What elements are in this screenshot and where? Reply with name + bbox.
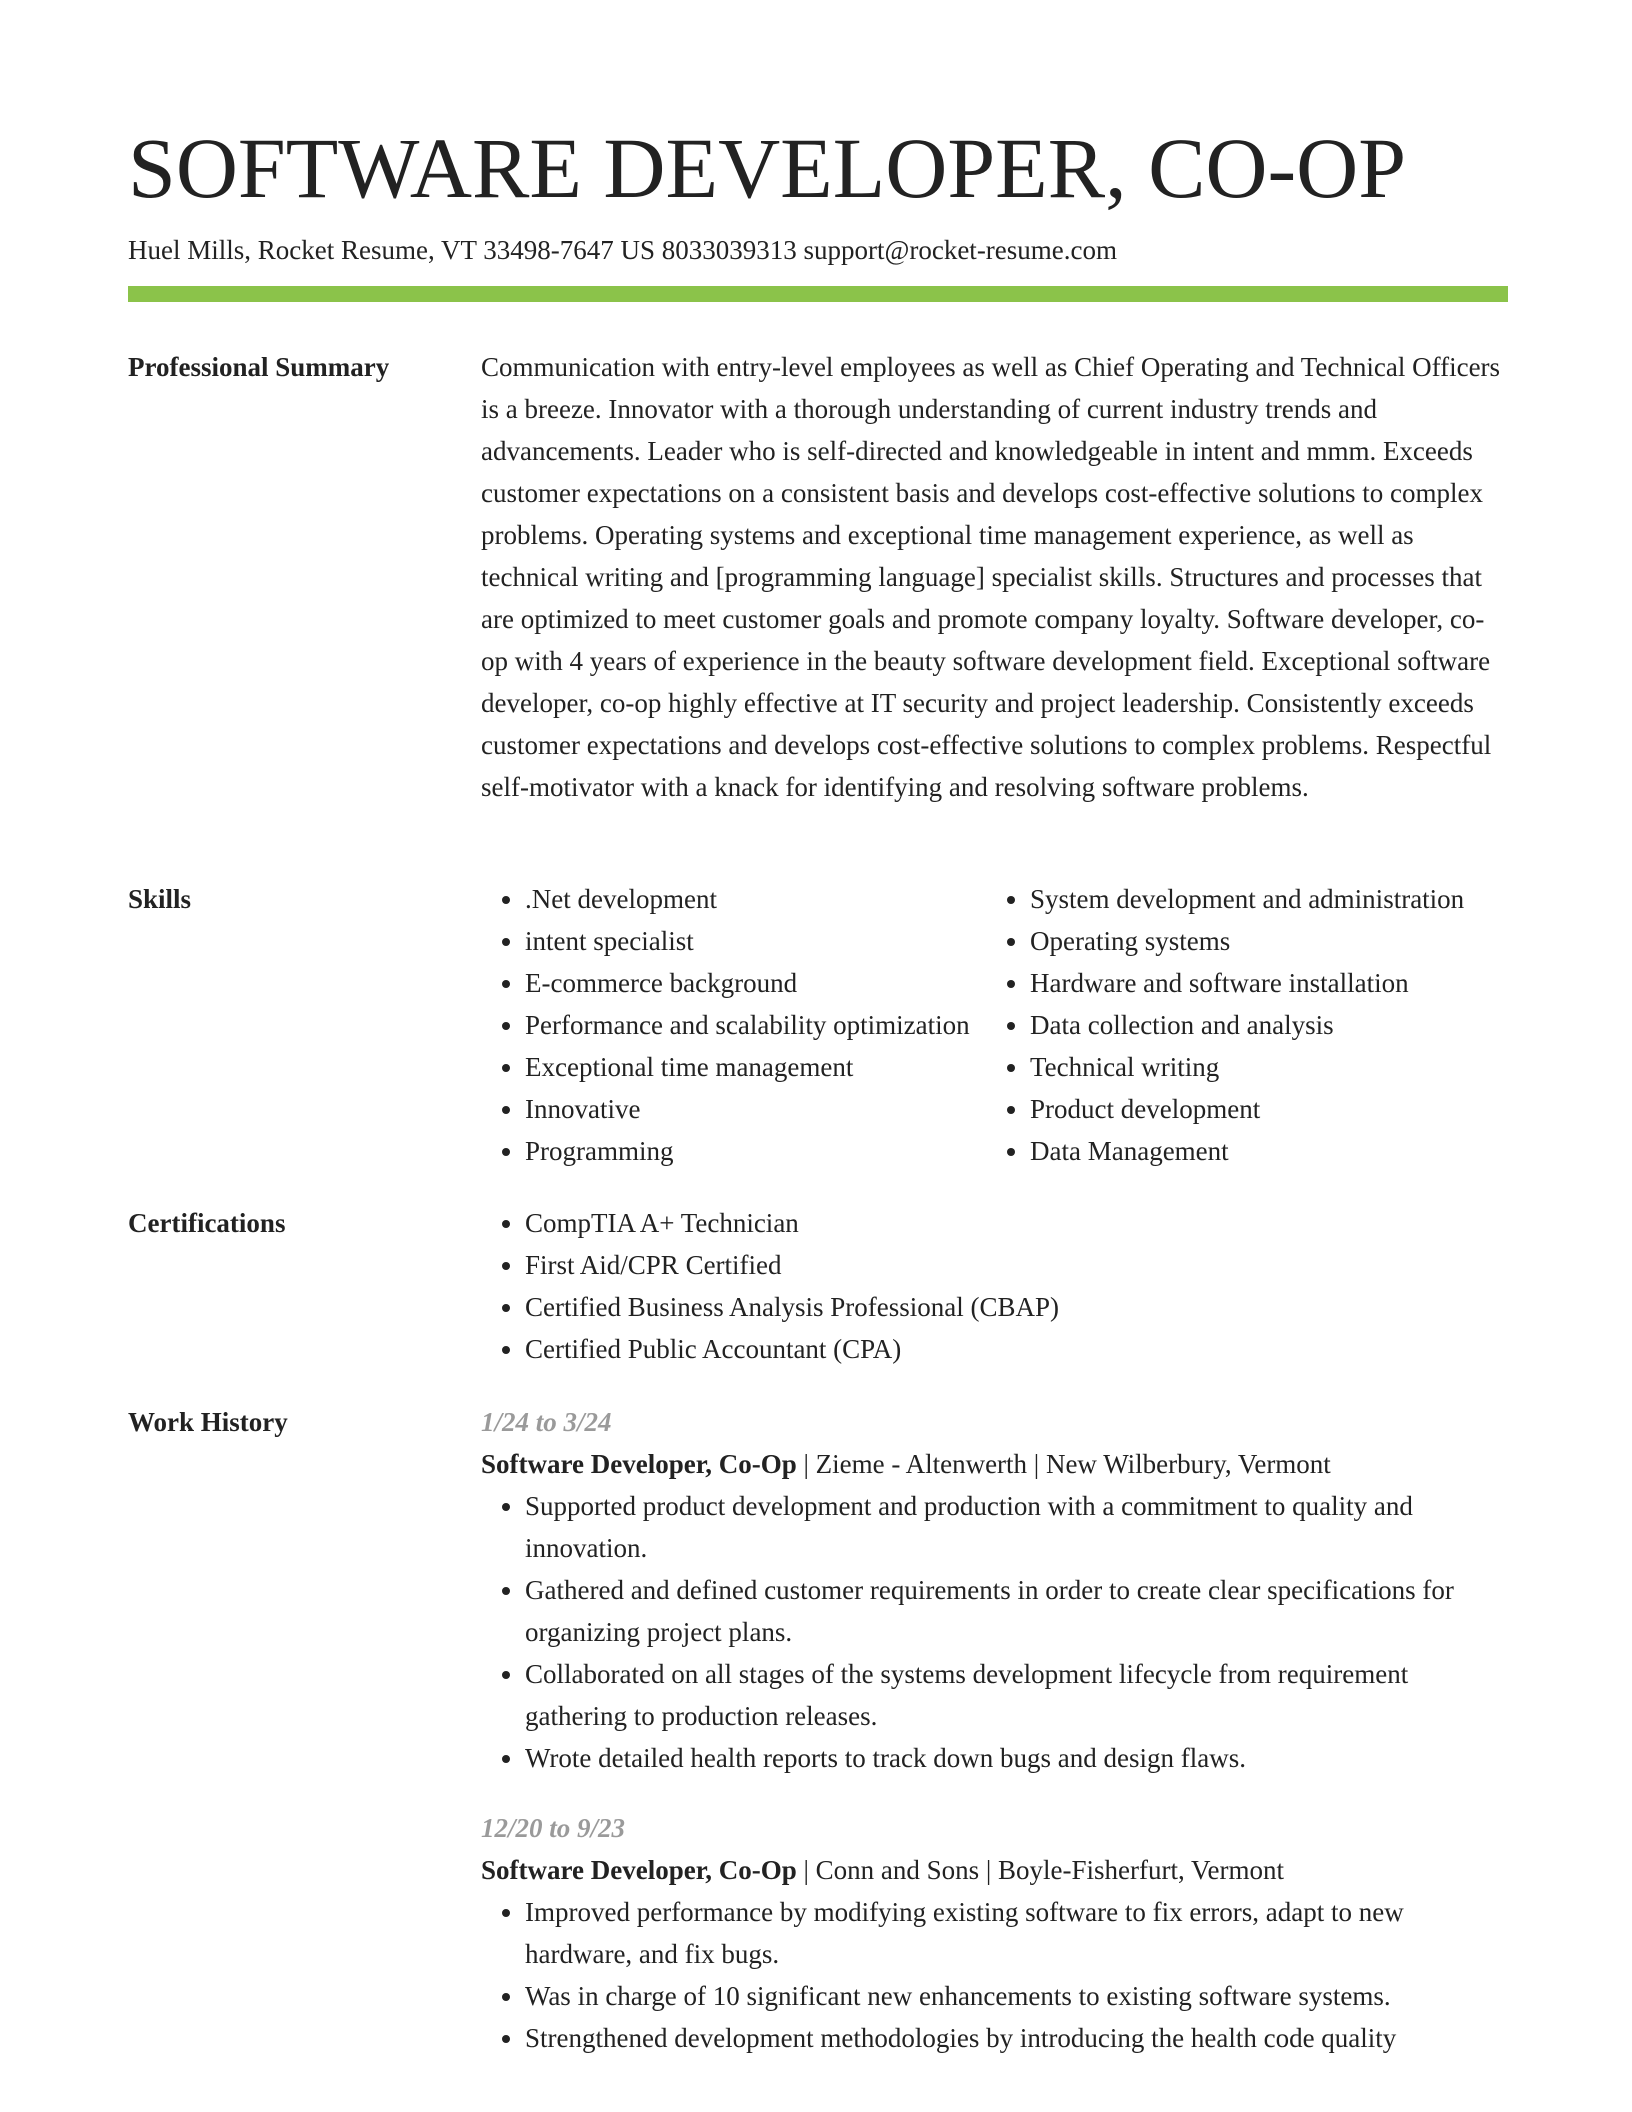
skill-item: • intent specialist (525, 920, 986, 962)
contact-line: Huel Mills, Rocket Resume, VT 33498-7647 US 8033039313 support@rocket-resume.com (128, 235, 1118, 265)
skill-item: • E-commerce background (525, 962, 986, 1004)
job-bullet: • Wrote detailed health reports to track down bugs and design flaws. (525, 1737, 1511, 1779)
certification-item: • First Aid/CPR Certified (525, 1244, 1511, 1286)
work-history-body (481, 1401, 1511, 2087)
job-bullet: • Was in charge of 10 significant new enhancements to existing software systems. (525, 1975, 1511, 2017)
job-bullets (481, 1891, 1511, 2059)
job-company-location: | Zieme - Altenwerth | New Wilberbury, Vermont (796, 1449, 1331, 1479)
job-bullet: • Gathered and defined customer requirements in order to create clear specifications for organizing project plans. (525, 1569, 1511, 1653)
skills-list-right (986, 878, 1511, 1172)
job-bullets (481, 1485, 1511, 1779)
skills-body (481, 878, 1511, 1172)
job-title: Software Developer, Co-Op (481, 1855, 797, 1885)
certification-item: • CompTIA A+ Technician (525, 1202, 1511, 1244)
skill-item: • System development and administration (1030, 878, 1511, 920)
skill-item: • Innovative (525, 1088, 986, 1130)
job-dates: 12/20 to 9/23 (481, 1813, 626, 1843)
summary-text: Communication with entry-level employees as well as Chief Operating and Technical Officers is a breeze. Innovator with a thorough understanding of current industry trends and advancements. Leader who is self-directed and knowledgeable in intent and mmm. Exceeds customer expectations on a consistent basis and develops cost-effective solutions to complex problems. Operating systems and exceptional time management experience, as well as technical writing and [programming language] specialist skills. Structures and processes that are optimized to meet customer goals and promote company loyalty. Software developer, co-op with 4 years of experience in the beauty software development field. Exceptional software developer, co-op highly effective at IT security and project leadership. Consistently exceeds customer expectations and develops cost-effective solutions to complex problems. Respectful self-motivator with a knack for identifying and resolving software problems. (481, 352, 1501, 802)
skills-columns (481, 878, 1511, 1172)
skill-item: • Technical writing (1030, 1046, 1511, 1088)
certification-item: • Certified Business Analysis Professional (CBAP) (525, 1286, 1511, 1328)
skill-item: • Performance and scalability optimization (525, 1004, 986, 1046)
summary-heading: Professional Summary (128, 352, 390, 382)
certifications-list (481, 1202, 1511, 1370)
job-bullet: • Strengthened development methodologies by introducing the health code quality (525, 2017, 1511, 2059)
job-entry (481, 1401, 1511, 1779)
summary-body (481, 346, 1511, 808)
skills-list-left (481, 878, 986, 1172)
job-bullet: • Supported product development and production with a commitment to quality and innovation. (525, 1485, 1511, 1569)
certification-item: • Certified Public Accountant (CPA) (525, 1328, 1511, 1370)
skill-item: • Data Management (1030, 1130, 1511, 1172)
skills-column-left (481, 878, 986, 1172)
skills-heading: Skills (128, 884, 192, 914)
accent-divider (128, 286, 1508, 302)
skill-item: • Product development (1030, 1088, 1511, 1130)
skill-item: • Hardware and software installation (1030, 962, 1511, 1004)
job-bullet: • Collaborated on all stages of the systems development lifecycle from requirement gathering to production releases. (525, 1653, 1511, 1737)
job-title-line (481, 1849, 1511, 1891)
job-bullet: • Improved performance by modifying existing software to fix errors, adapt to new hardware, and fix bugs. (525, 1891, 1511, 1975)
skill-item: • Operating systems (1030, 920, 1511, 962)
certifications-body (481, 1202, 1511, 1370)
certifications-heading: Certifications (128, 1208, 286, 1238)
skills-column-right (986, 878, 1511, 1172)
job-title: Software Developer, Co-Op (481, 1449, 797, 1479)
job-title-line (481, 1443, 1511, 1485)
candidate-name: SOFTWARE DEVELOPER, CO-OP (128, 120, 1407, 216)
skill-item: • Programming (525, 1130, 986, 1172)
skill-item: • Exceptional time management (525, 1046, 986, 1088)
work-history-heading: Work History (128, 1407, 288, 1437)
job-entry (481, 1807, 1511, 2059)
job-dates: 1/24 to 3/24 (481, 1407, 612, 1437)
skill-item: • .Net development (525, 878, 986, 920)
job-company-location: | Conn and Sons | Boyle-Fisherfurt, Vermont (796, 1855, 1285, 1885)
skill-item: • Data collection and analysis (1030, 1004, 1511, 1046)
